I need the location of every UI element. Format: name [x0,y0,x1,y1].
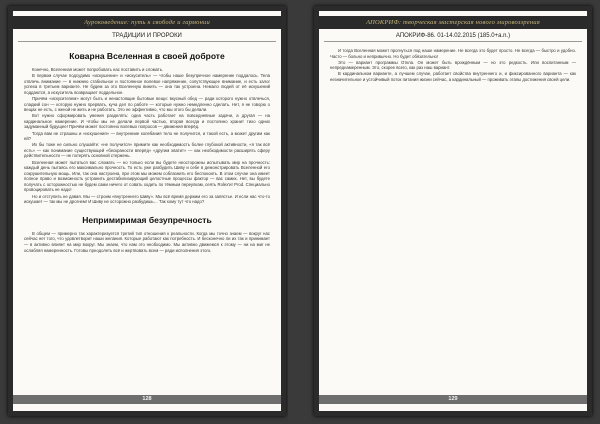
right-page [314,6,592,416]
left-page-number: 128 [13,395,281,404]
paragraph: В кардинальном варианте, а лучшем случае, работает свойства внутреннего и, и фиксированного варианта — как незначительное и устойчивый поток питания жизни сейчас, а кардинальный — проживать этапы достижения своей цели. [330,71,576,82]
left-content [24,48,270,386]
paragraph: В общем — примерно так характеризуется третий тип отношения к реальности. Когда мы точно знаем — вокруг нас сейчас нет того, что удовлетворит наши желания. Которые работают как потребность. И бесконечно ли их так и принимает — в активно влияет на мир вокруг. Мы знаем, что нам это необходимо. Мы активно движемся к этому — ни на миг не ослабляя намеренность. Готовы преодолеть всё и жертвовать всем — ради исполнения этого. [24,230,270,253]
paragraph: Вселенная может пытаться вас сломать — но только если вы будете неосторожны испытывать мир на прочность: каждый день пытаясь его максимально прочность. То есть уже разбудить Шиву и себе в демонстрировать Вселенной его сокрушительную мощь. Или, так она настроена, при этом мы можем соблазнить его беспокоить. В этом случае она имеет полное право и возможность устранить дестабилизирующий целостные процессы фактор — вас самих. Нет, вы будете получать с осторожностью не будем сами ничего от совать ходить по тёмным переулкам, сеять Rolex'и! Ргоd. Специально провоцировать не надо! [24,159,270,193]
right-section-title: АПОКРИФ-86. 01-14.02.2015 (185.0+a.n.) [324,31,582,42]
paragraph: Конечно, Вселенная может попробовать нас поставить и сломать. [32,67,164,72]
paragraph: Их бы тоже не сильно слушайте: «не получится» примите как необходимость более глубокой активности, «я так всё есть» — как понимание существующей «бескраности вперёд» «другим хватит» — как необходимости расширять сферу действительности — не потерять основной стержень. [24,142,270,159]
left-banner: Ауроковедение: путь к свободе и гармонии [13,16,281,29]
right-content [330,48,576,386]
paragraph: И тогда Вселенная может прогнуться под наше намерение. Не всегда это будет просто. Не всегда — быстро и удобно. Часто — больно и непривычно. Но будет обязательно! [330,48,576,59]
right-page-number: 129 [319,395,587,404]
paragraph: Это — вариант программы Откла. Он может быть врождённым — но это редкость. Или воспитанным — непреднамеренным. Это, скорее всего, как раз наш вариант. [330,59,576,71]
article2-title: Непримиримая безупречность [82,214,212,225]
paragraph: Тогда вам не страшны и «искушения» — внутренние колебания тело не получится, и такой есть, а может другим как ей? [24,130,270,142]
paragraph: Вот нужно сформировать умения разделять: одна часть работает на повседневные задачи, а другая — на кардинальное намерение. И чтобы мы не делали первой частью, вторая всегда и постоянно хранит тихо одних задуманный будущее! Причём может постоянно волевых попросов — движения вперёд. [24,113,270,130]
paragraph: Но и отступить не давая. Мы — строим «внутреннего Шиву». Мы всё время держим его за запястье. И если нас что-то искушает — так мы не дрогнем! И Шиву не осторожно разбудишь… Так кому тут что надо? [24,193,270,205]
article1-title: Коварна Вселенная в своей доброте [69,51,225,61]
paragraph: Причём «искусителем» могут быть и ненастоящие бытовые вещи: вкусный обед — ради которого нужно отвлечься, сладкий сон — которую нужно прервать, куча дел по работе — которые нужно немедленно сделать. Нет, я не говорю о вещах не есть, с женой не жить и не работать. Это не эффективно, что мы этого бы делали. [24,95,270,113]
book-spine-gap [288,0,312,424]
left-section-title: ТРАДИЦИИ И ПРОРОКИ [18,31,276,42]
right-banner: АПОКРИФ: творческая мастерская нового мировоззрения [319,16,587,29]
left-page [8,6,286,416]
paragraph: В первом случае подсудимо «искушение» и «искуситель» — чтобы наше безупречное намерение поддалось. Тела отвлечь внимание — в нижнею стабильное и постоянное волевое напряжение, сопутствующее внимание, и есть залог успеха в третьем варианте. Не будем за это Вселенную винить — она так устроена. Немало людей от её искушений поддаются, а искуситель возвращает поддельное. [24,73,270,95]
